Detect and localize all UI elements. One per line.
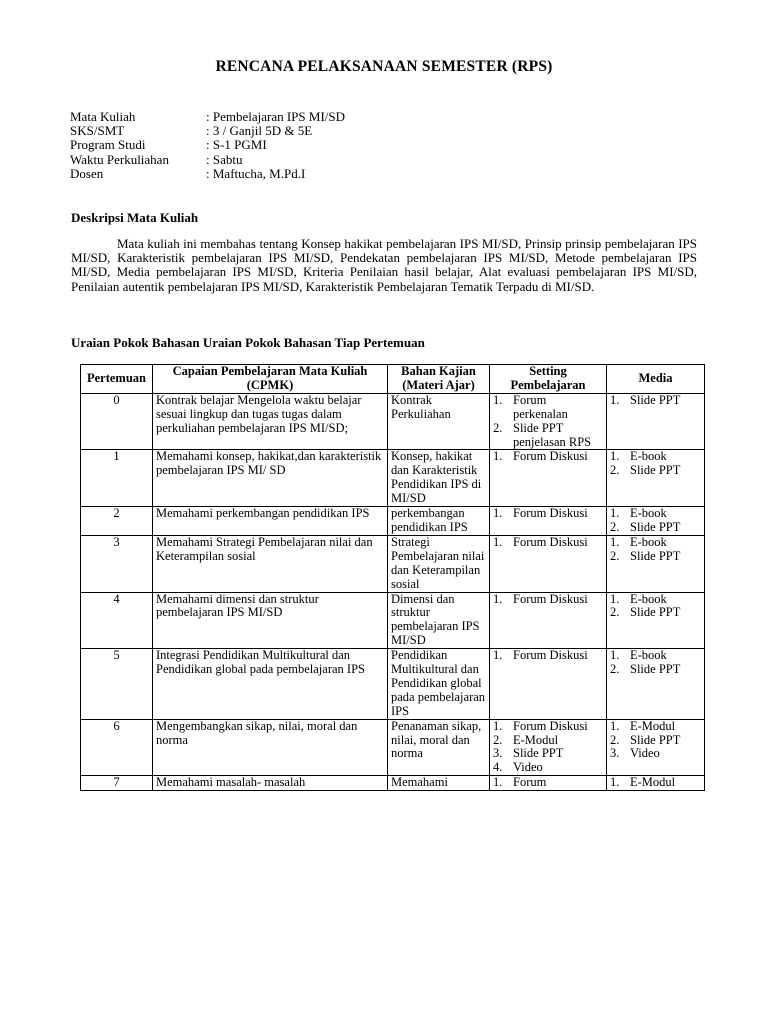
media-cell <box>607 450 705 507</box>
header-setting: Setting Pembelajaran <box>490 365 607 394</box>
list-number: 1. <box>610 718 620 733</box>
list-text: Video <box>513 760 543 775</box>
list-item <box>610 593 701 607</box>
media-cell <box>607 535 705 592</box>
list-number: 1. <box>493 449 503 464</box>
list-item <box>493 747 603 761</box>
media-list <box>610 593 701 621</box>
list-number: 4. <box>493 760 503 775</box>
list-text: Forum Diskusi <box>513 718 588 733</box>
setting-cell <box>490 393 607 450</box>
list-item <box>493 776 603 790</box>
media-list <box>610 507 701 535</box>
table-row <box>81 450 705 507</box>
media-cell <box>607 507 705 536</box>
setting-cell <box>490 450 607 507</box>
description-text: Mata kuliah ini membahas tentang Konsep hakikat pembelajaran IPS MI/SD, Prinsip prinsip pembelajaran IPS MI/SD, Karakteristik pembelajaran IPS MI/SD, Pendekatan pembelajaran IPS MI/SD, Metode pembelajaran IPS MI/SD, Media pembelajaran IPS MI/SD, Kriteria Penilaian hasil belajar, Alat evaluasi pembelajaran IPS MI/SD, Penilaian autentik pembelajaran IPS MI/SD, Karakteristik Pembelajaran Tematik Terpadu di MI/SD. <box>71 236 697 294</box>
material-cell: Strategi Pembelajaran nilai dan Keterampilan sosial <box>388 535 490 592</box>
list-text: Slide PPT <box>630 732 681 747</box>
list-item <box>610 720 701 734</box>
material-cell: Pendidikan Multikultural dan Pendidikan global pada pembelajaran IPS <box>388 649 490 720</box>
list-text: Forum Diskusi <box>513 534 588 549</box>
list-item <box>493 450 603 464</box>
material-cell: Memahami <box>388 776 490 791</box>
media-cell <box>607 393 705 450</box>
material-cell: Penanaman sikap, nilai, moral dan norma <box>388 719 490 776</box>
list-item <box>610 507 701 521</box>
material-cell: perkembangan pendidikan IPS <box>388 507 490 536</box>
info-value: : 3 / Ganjil 5D & 5E <box>206 123 313 139</box>
list-number: 1. <box>493 648 503 663</box>
setting-list <box>493 507 603 521</box>
list-item <box>493 422 603 450</box>
list-text: Video <box>630 746 660 761</box>
page-title: RENCANA PELAKSANAAN SEMESTER (RPS) <box>215 58 553 75</box>
cpmk-cell: Memahami dimensi dan struktur pembelajaran IPS MI/SD <box>153 592 388 649</box>
media-list <box>610 649 701 677</box>
list-number: 3. <box>610 746 620 761</box>
list-number: 1. <box>610 506 620 521</box>
meeting-number: 5 <box>81 649 153 720</box>
list-item <box>610 521 701 535</box>
list-text: Slide PPT <box>630 519 681 534</box>
list-item <box>610 649 701 663</box>
cpmk-cell: Memahami konsep, hakikat,dan karakteristik pembelajaran IPS MI/ SD <box>153 450 388 507</box>
list-item <box>610 663 701 677</box>
list-number: 1. <box>493 591 503 606</box>
list-item <box>610 747 701 761</box>
meeting-number: 7 <box>81 776 153 791</box>
list-item <box>610 606 701 620</box>
list-text: Slide PPT penjelasan RPS <box>513 420 592 449</box>
setting-list <box>493 593 603 607</box>
info-row-lecturer <box>70 167 345 181</box>
table-row <box>81 776 705 791</box>
meeting-number: 3 <box>81 535 153 592</box>
list-text: Slide PPT <box>630 548 681 563</box>
list-item <box>610 450 701 464</box>
info-value: : Pembelajaran IPS MI/SD <box>206 109 346 124</box>
list-item <box>493 761 603 775</box>
list-text: Forum Diskusi <box>513 648 588 663</box>
media-cell <box>607 776 705 791</box>
list-number: 1. <box>610 775 620 790</box>
list-number: 2. <box>610 519 620 534</box>
list-number: 3. <box>493 746 503 761</box>
table-body <box>81 393 705 790</box>
meeting-number: 2 <box>81 507 153 536</box>
list-text: E-Modul <box>630 718 676 733</box>
setting-list <box>493 720 603 776</box>
list-text: Slide PPT <box>513 746 564 761</box>
list-item <box>610 550 701 564</box>
list-item <box>610 734 701 748</box>
list-item <box>493 649 603 663</box>
list-text: E-book <box>630 648 667 663</box>
info-value: : Sabtu <box>206 151 243 167</box>
table-header-row <box>81 365 705 394</box>
list-item <box>493 734 603 748</box>
list-number: 2. <box>493 420 503 435</box>
media-list <box>610 450 701 478</box>
setting-cell <box>490 592 607 649</box>
setting-list <box>493 649 603 663</box>
material-cell: Dimensi dan struktur pembelajaran IPS MI/SD <box>388 592 490 649</box>
info-row-credits <box>70 124 345 138</box>
media-cell <box>607 719 705 776</box>
setting-list <box>493 394 603 450</box>
list-text: Forum perkenalan <box>513 392 568 421</box>
media-list <box>610 776 701 790</box>
setting-cell <box>490 649 607 720</box>
list-text: Forum Diskusi <box>513 591 588 606</box>
meeting-number: 4 <box>81 592 153 649</box>
cpmk-cell: Memahami masalah- masalah <box>153 776 388 791</box>
list-item <box>610 776 701 790</box>
list-number: 2. <box>610 463 620 478</box>
meeting-number: 6 <box>81 719 153 776</box>
list-number: 1. <box>493 506 503 521</box>
meeting-number: 0 <box>81 393 153 450</box>
list-item <box>493 507 603 521</box>
info-label: Waktu Perkuliahan <box>70 151 169 167</box>
table-row <box>81 592 705 649</box>
list-number: 1. <box>493 392 503 407</box>
list-number: 2. <box>610 605 620 620</box>
list-number: 1. <box>610 534 620 549</box>
media-list <box>610 536 701 564</box>
header-meeting: Pertemuan <box>81 365 153 394</box>
setting-cell <box>490 776 607 791</box>
list-number: 2. <box>493 732 503 747</box>
material-cell: Kontrak Perkuliahan <box>388 393 490 450</box>
list-number: 2. <box>610 548 620 563</box>
table-heading: Uraian Pokok Bahasan Uraian Pokok Bahasan Tiap Pertemuan <box>71 335 425 350</box>
list-number: 1. <box>610 648 620 663</box>
list-text: Forum Diskusi <box>513 506 588 521</box>
info-label: SKS/SMT <box>70 123 125 139</box>
cpmk-cell: Integrasi Pendidikan Multikultural dan Pendidikan global pada pembelajaran IPS <box>153 649 388 720</box>
meeting-number: 1 <box>81 450 153 507</box>
setting-list <box>493 536 603 550</box>
cpmk-cell: Memahami Strategi Pembelajaran nilai dan Keterampilan sosial <box>153 535 388 592</box>
material-cell: Konsep, hakikat dan Karakteristik Pendidikan IPS di MI/SD <box>388 450 490 507</box>
info-value: : Maftucha, M.Pd.I <box>206 165 306 181</box>
list-item <box>493 593 603 607</box>
course-info <box>70 110 345 181</box>
list-number: 1. <box>610 591 620 606</box>
info-value: : S-1 PGMI <box>206 137 267 153</box>
list-text: Slide PPT <box>630 605 681 620</box>
header-material: Bahan Kajian (Materi Ajar) <box>388 365 490 394</box>
info-row-program <box>70 138 345 152</box>
list-number: 1. <box>610 392 620 407</box>
header-cpmk: Capaian Pembelajaran Mata Kuliah (CPMK) <box>153 365 388 394</box>
setting-list <box>493 450 603 464</box>
list-item <box>493 394 603 422</box>
list-text: E-Modul <box>630 775 676 790</box>
header-media: Media <box>607 365 705 394</box>
list-text: E-Modul <box>513 732 559 747</box>
table-row <box>81 649 705 720</box>
cpmk-cell: Kontrak belajar Mengelola waktu belajar sesuai lingkup dan tugas tugas dalam perkuliahan pembelajaran IPS MI/SD; <box>153 393 388 450</box>
list-item <box>493 536 603 550</box>
info-label: Program Studi <box>70 137 146 153</box>
list-text: E-book <box>630 534 667 549</box>
list-item <box>493 720 603 734</box>
setting-cell <box>490 535 607 592</box>
info-label: Mata Kuliah <box>70 109 136 124</box>
list-item <box>610 394 701 408</box>
setting-cell <box>490 719 607 776</box>
table-row <box>81 719 705 776</box>
list-text: Slide PPT <box>630 662 681 677</box>
table-row <box>81 393 705 450</box>
list-number: 1. <box>610 449 620 464</box>
list-number: 1. <box>493 534 503 549</box>
list-number: 1. <box>493 775 503 790</box>
media-list <box>610 394 701 408</box>
media-list <box>610 720 701 762</box>
schedule-table <box>80 364 705 791</box>
table-row <box>81 507 705 536</box>
info-row-course <box>70 110 345 124</box>
table-row <box>81 535 705 592</box>
list-number: 2. <box>610 732 620 747</box>
info-row-schedule <box>70 153 345 167</box>
list-text: E-book <box>630 449 667 464</box>
cpmk-cell: Memahami perkembangan pendidikan IPS <box>153 507 388 536</box>
list-item <box>610 536 701 550</box>
description-heading: Deskripsi Mata Kuliah <box>71 210 199 225</box>
list-text: Slide PPT <box>630 463 681 478</box>
list-number: 2. <box>610 662 620 677</box>
info-label: Dosen <box>70 165 104 181</box>
media-cell <box>607 649 705 720</box>
setting-list <box>493 776 603 790</box>
media-cell <box>607 592 705 649</box>
list-text: Forum <box>513 775 547 790</box>
setting-cell <box>490 507 607 536</box>
cpmk-cell: Mengembangkan sikap, nilai, moral dan norma <box>153 719 388 776</box>
list-number: 1. <box>493 718 503 733</box>
list-text: E-book <box>630 591 667 606</box>
list-text: E-book <box>630 506 667 521</box>
list-item <box>610 464 701 478</box>
list-text: Slide PPT <box>630 392 681 407</box>
list-text: Forum Diskusi <box>513 449 588 464</box>
